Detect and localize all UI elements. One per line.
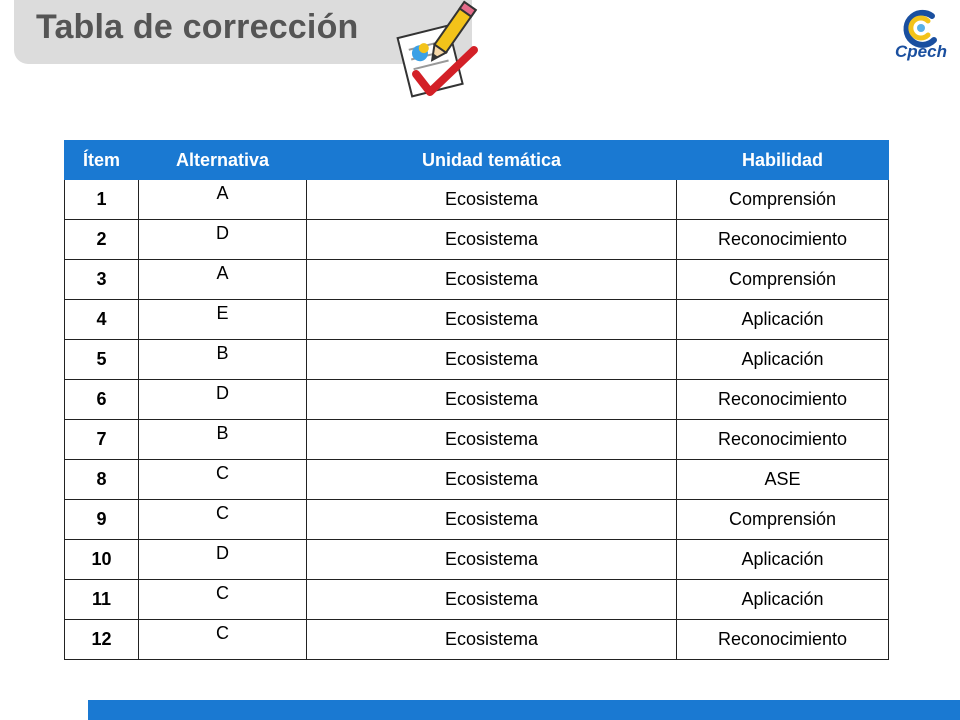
header-item: Ítem (65, 141, 139, 180)
table-row (65, 220, 889, 260)
cell-habilidad: Aplicación (677, 540, 889, 580)
cell-item: 3 (65, 260, 139, 300)
cell-item: 2 (65, 220, 139, 260)
cell-unidad: Ecosistema (307, 180, 677, 220)
cell-item: 12 (65, 620, 139, 660)
table-row (65, 460, 889, 500)
cell-unidad: Ecosistema (307, 540, 677, 580)
cell-alternativa: A (139, 260, 307, 300)
cell-item: 4 (65, 300, 139, 340)
cpech-logo-text: Cpech (895, 42, 947, 61)
cell-alternativa: B (139, 340, 307, 380)
cell-habilidad: Aplicación (677, 340, 889, 380)
cell-alternativa: E (139, 300, 307, 340)
header-unidad-tematica: Unidad temática (307, 141, 677, 180)
cell-unidad: Ecosistema (307, 460, 677, 500)
cell-alternativa: B (139, 420, 307, 460)
cell-alternativa: D (139, 220, 307, 260)
cell-unidad: Ecosistema (307, 380, 677, 420)
table-row (65, 300, 889, 340)
cell-habilidad: Aplicación (677, 300, 889, 340)
table-row (65, 380, 889, 420)
cell-unidad: Ecosistema (307, 260, 677, 300)
header-alternativa: Alternativa (139, 141, 307, 180)
cell-alternativa: C (139, 500, 307, 540)
table-row (65, 180, 889, 220)
cell-unidad: Ecosistema (307, 340, 677, 380)
cell-unidad: Ecosistema (307, 220, 677, 260)
page-title: Tabla de corrección (36, 8, 359, 46)
table-row (65, 620, 889, 660)
cell-item: 8 (65, 460, 139, 500)
cell-habilidad: Aplicación (677, 580, 889, 620)
table-row (65, 260, 889, 300)
table-row (65, 540, 889, 580)
cell-item: 7 (65, 420, 139, 460)
correction-table (64, 140, 889, 660)
cell-habilidad: Comprensión (677, 500, 889, 540)
bottom-accent-bar (88, 700, 960, 720)
cell-alternativa: D (139, 380, 307, 420)
cell-alternativa: C (139, 620, 307, 660)
cell-item: 6 (65, 380, 139, 420)
cell-habilidad: Reconocimiento (677, 420, 889, 460)
table-row (65, 420, 889, 460)
table-row (65, 500, 889, 540)
cell-habilidad: Reconocimiento (677, 620, 889, 660)
cell-item: 1 (65, 180, 139, 220)
cell-habilidad: Reconocimiento (677, 220, 889, 260)
pencil-checklist-icon (394, 0, 480, 104)
cell-habilidad: ASE (677, 460, 889, 500)
cell-habilidad: Comprensión (677, 180, 889, 220)
cell-alternativa: C (139, 460, 307, 500)
table-row (65, 340, 889, 380)
cell-unidad: Ecosistema (307, 420, 677, 460)
table-row (65, 580, 889, 620)
cell-alternativa: D (139, 540, 307, 580)
cell-unidad: Ecosistema (307, 500, 677, 540)
header-habilidad: Habilidad (677, 141, 889, 180)
cell-item: 10 (65, 540, 139, 580)
cell-item: 11 (65, 580, 139, 620)
cell-item: 5 (65, 340, 139, 380)
cell-habilidad: Reconocimiento (677, 380, 889, 420)
cell-alternativa: C (139, 580, 307, 620)
cell-habilidad: Comprensión (677, 260, 889, 300)
cell-alternativa: A (139, 180, 307, 220)
cell-unidad: Ecosistema (307, 620, 677, 660)
cell-item: 9 (65, 500, 139, 540)
cell-unidad: Ecosistema (307, 580, 677, 620)
cell-unidad: Ecosistema (307, 300, 677, 340)
table-header-row (65, 141, 889, 180)
